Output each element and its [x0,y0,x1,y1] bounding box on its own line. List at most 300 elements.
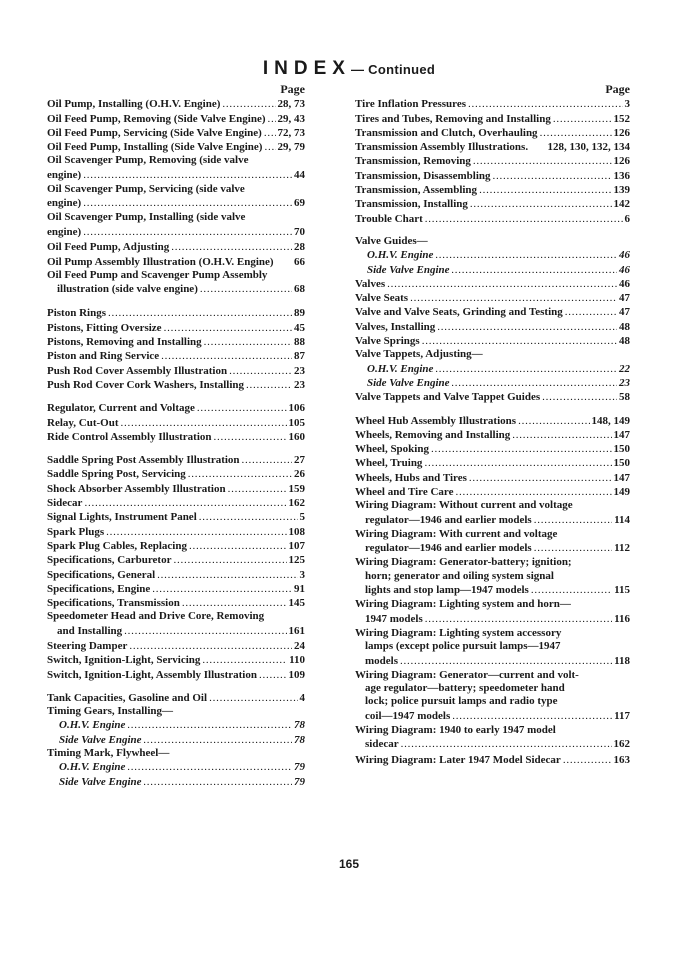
entry-label: Spark Plug Cables, Replacing [47,539,187,552]
index-entry [47,126,305,140]
index-entry [355,140,630,154]
entry-label: Wheel Hub Assembly Illustrations [355,414,517,427]
entry-page: 150 [613,457,630,470]
dot-leader [437,321,617,334]
index-entry [47,582,305,596]
entry-row [355,140,630,154]
dot-leader [259,669,287,682]
entry-label: Tire Inflation Pressures [355,98,467,111]
dot-leader [452,377,617,390]
index-heading: Valve Tappets, Adjusting— [355,348,483,361]
index-entry [47,140,305,154]
entry-page: 45 [294,321,305,334]
entry-page: 58 [619,391,630,404]
index-entry [47,453,305,467]
entry-page: 117 [614,709,630,722]
dot-leader [534,514,612,527]
entry-line: Wiring Diagram: With current and voltage [355,527,558,540]
dot-leader [401,738,612,751]
dot-leader [534,542,612,555]
index-entry [47,430,305,444]
index-entry [355,168,630,182]
entry-page: 23 [619,376,630,389]
entry-page: 162 [613,738,630,751]
entry-row [355,737,630,751]
entry-page: 125 [288,554,305,567]
entry-label: O.H.V. Engine [59,719,126,732]
entry-page: 72, 73 [277,126,305,139]
entry-page: 6 [624,212,630,225]
entry-label: Specifications, Engine [47,582,151,595]
index-entry [47,691,305,705]
dot-leader [200,283,292,296]
index-entry [47,335,305,349]
index-entry [47,240,305,254]
index-entry [47,183,305,211]
dot-leader [268,113,276,126]
entry-page: 147 [613,428,630,441]
entry-row [355,97,630,111]
index-entry [355,556,630,597]
index-entry [47,596,305,610]
entry-page: 139 [613,184,630,197]
entry-label: Saddle Spring Post Assembly Illustration [47,454,240,467]
index-subentry [47,718,305,732]
index-heading: Timing Mark, Flywheel— [47,746,170,759]
entry-label: Push Rod Cover Assembly Illustration [47,364,228,377]
entry-row [355,485,630,499]
entry-line: Oil Scavenger Pump, Removing (side valve [47,154,249,167]
entry-row [355,154,630,168]
index-subentry [355,262,630,276]
dot-leader [171,241,292,254]
entry-row [355,334,630,348]
entry-row [355,126,630,140]
entry-row [47,481,305,495]
entry-page: 47 [619,292,630,305]
dot-leader [204,336,292,349]
index-entry [47,349,305,363]
entry-label: coil—1947 models [365,709,451,722]
entry-row [47,732,305,746]
index-entry [355,413,630,427]
entry-page: 87 [294,350,305,363]
index-entry [47,97,305,111]
entry-page: 88 [294,336,305,349]
entry-row [355,442,630,456]
index-entry [47,510,305,524]
index-entry [47,539,305,553]
entry-label: O.H.V. Engine [367,362,434,375]
page-number: 165 [338,857,360,871]
entry-label: Trouble Chart [355,212,423,225]
entry-line: Wiring Diagram: Generator-battery; ignition; [355,556,572,569]
index-entry [355,499,630,527]
dot-leader [182,597,287,610]
dot-leader [264,141,275,154]
entry-label: lights and stop lamp—1947 models [365,584,529,597]
entry-line: Wiring Diagram: 1940 to early 1947 model [355,723,556,736]
entry-label: models [365,654,398,667]
entry-label: regulator—1946 and earlier models [365,542,532,555]
entry-row [355,541,630,555]
index-entry [355,456,630,470]
index-entry [47,639,305,653]
entry-row [47,718,305,732]
index-entry [355,211,630,225]
index-entry [47,653,305,667]
entry-page: 70 [294,225,305,238]
entry-page: 150 [613,443,630,456]
entry-label: O.H.V. Engine [59,761,126,774]
entry-row [47,306,305,320]
index-entry [355,111,630,125]
index-entry [47,415,305,429]
entry-label: Steering Damper [47,639,128,652]
entry-page: 3 [299,568,305,581]
entry-label: Valve Seats [355,292,409,305]
index-entry [355,197,630,211]
entry-page: 29, 79 [277,141,305,154]
index-entry [355,319,630,333]
index-entry [355,305,630,319]
entry-row [47,496,305,510]
entry-page: 149 [613,486,630,499]
entry-line: Wiring Diagram: Lighting system and horn— [355,598,571,611]
dot-leader [242,454,292,467]
dot-leader [152,583,292,596]
dot-leader [422,335,617,348]
entry-label: Valve Tappets and Valve Tappet Guides [355,391,541,404]
entry-label: Wheel, Spoking [355,443,429,456]
entry-row [47,582,305,596]
entry-label: Valves, Installing [355,320,436,333]
entry-page: 79 [294,761,305,774]
entry-page: 4 [299,691,305,704]
index-entry [355,334,630,348]
entry-row [47,282,305,296]
entry-page: 44 [294,168,305,181]
entry-label: Transmission, Disassembling [355,169,491,182]
dot-leader [84,497,286,510]
dot-leader [469,472,612,485]
entry-page: 115 [614,584,630,597]
dot-leader [83,197,292,210]
entry-line: age regulator—battery; speedometer hand [365,681,565,694]
entry-label: Signal Lights, Instrument Panel [47,511,197,524]
dot-leader [512,429,611,442]
entry-label: Side Valve Engine [59,775,142,788]
entry-label: Piston and Ring Service [47,350,160,363]
section-gap [47,682,305,691]
dot-leader [157,569,297,582]
index-entry [47,154,305,182]
dot-leader [518,415,589,428]
entry-page: 78 [294,719,305,732]
entry-row [47,225,305,239]
section-gap [47,297,305,306]
entry-page: 107 [288,539,305,552]
entry-label: Wheel, Truing [355,457,423,470]
entry-line: Oil Scavenger Pump, Servicing (side valve [47,182,245,195]
entry-page: 23 [294,364,305,377]
index-entry [47,496,305,510]
index-heading: Timing Gears, Installing— [47,704,174,717]
dot-leader [425,213,623,226]
entry-label: Oil Feed Pump, Installing (Side Valve Engine) [47,141,263,154]
entry-row [47,97,305,111]
dot-leader [108,307,292,320]
index-entry [355,627,630,668]
entry-label: Oil Pump, Installing (O.H.V. Engine) [47,98,221,111]
dot-leader [387,278,617,291]
section-gap [355,404,630,413]
dot-leader [127,761,292,774]
index-title: INDEX [262,58,351,79]
entry-label: Side Valve Engine [367,263,450,276]
section-gap [47,444,305,453]
section-gap [355,226,630,235]
dot-leader [209,692,297,705]
index-entry [47,363,305,377]
entry-row [47,349,305,363]
entry-page: 147 [613,471,630,484]
entry-row [47,667,305,681]
index-entry [355,528,630,556]
entry-label: 1947 models [365,612,423,625]
entry-label: O.H.V. Engine [367,249,434,262]
dot-leader [456,486,612,499]
entry-label: Spark Plugs [47,525,105,538]
entry-label: Sidecar [47,497,83,510]
entry-row [355,277,630,291]
dot-leader [189,540,287,553]
dot-leader [121,417,287,430]
entry-label: Side Valve Engine [367,376,450,389]
index-entry [355,291,630,305]
entry-page: 46 [619,263,630,276]
dot-leader [435,249,617,262]
entry-page: 78 [294,733,305,746]
index-entry [47,553,305,567]
index-subentry [47,760,305,774]
entry-page: 22 [619,362,630,375]
entry-row [47,254,305,268]
index-entry [355,669,630,723]
entry-page: 46 [619,277,630,290]
dot-leader [470,198,612,211]
entry-page: 28 [294,241,305,254]
index-subentry [47,732,305,746]
entry-row [355,390,630,404]
entry-row [47,623,305,637]
entry-page: 128, 130, 132, 134 [547,141,630,154]
entry-page: 118 [614,654,630,667]
entry-row [47,378,305,392]
dot-leader [197,402,287,415]
entry-page: 5 [299,511,305,524]
entry-line: Oil Scavenger Pump, Installing (side valve [47,211,246,224]
entry-label: Oil Feed Pump, Servicing (Side Valve Engine) [47,126,262,139]
entry-row [355,319,630,333]
entry-label: Transmission and Clutch, Overhauling [355,126,538,139]
entry-page: 152 [613,112,630,125]
entry-label: Transmission, Assembling [355,184,478,197]
index-entry [47,401,305,415]
entry-row [47,453,305,467]
entry-row [47,760,305,774]
index-entry [47,378,305,392]
entry-row [47,167,305,181]
entry-label: Push Rod Cover Cork Washers, Installing [47,378,245,391]
entry-row [355,211,630,225]
entry-label: Side Valve Engine [59,733,142,746]
entry-row [47,415,305,429]
dot-leader [540,127,612,140]
dot-leader [424,457,611,470]
entry-label: engine) [47,168,82,181]
index-subentry [355,361,630,375]
dot-leader [129,640,292,653]
entry-label: Pistons, Removing and Installing [47,336,202,349]
index-entry [47,269,305,297]
entry-page: 110 [289,654,305,667]
index-heading: Valve Guides— [355,234,428,247]
dot-leader [83,226,292,239]
index-entry [355,724,630,752]
entry-label: Switch, Ignition-Light, Assembly Illustration [47,668,257,681]
dot-leader [246,379,292,392]
index-entry [355,154,630,168]
index-entry [47,111,305,125]
dot-leader [435,363,617,376]
dot-leader [202,654,287,667]
entry-label: Transmission, Installing [355,198,468,211]
entry-row [47,126,305,140]
entry-label: Wiring Diagram: Later 1947 Model Sidecar [355,753,561,766]
entry-page: 109 [288,668,305,681]
index-entry [355,277,630,291]
index-list-left [47,97,305,789]
entry-row [355,376,630,390]
entry-row [47,401,305,415]
index-entry [355,390,630,404]
entry-label: Transmission, Removing [355,155,471,168]
entry-row [355,512,630,526]
entry-page: 106 [288,402,305,415]
dot-leader [452,264,617,277]
index-entry [47,567,305,581]
dot-leader [563,754,612,767]
entry-label: Wheel and Tire Care [355,486,454,499]
dot-leader [161,350,292,363]
page-title [0,58,698,80]
entry-page: 108 [288,525,305,538]
entry-row [47,240,305,254]
index-entry [47,320,305,334]
entry-page: 29, 43 [277,112,305,125]
index-entry [47,254,305,268]
entry-label: Specifications, Transmission [47,597,180,610]
index-entry [47,306,305,320]
index-list-right [355,97,630,767]
entry-page: 136 [613,169,630,182]
entry-line: Wiring Diagram: Generator—current and volt- [355,668,579,681]
entry-page: 126 [613,155,630,168]
dot-leader [229,365,292,378]
dot-leader [106,526,286,539]
entry-row [355,708,630,722]
entry-label: Specifications, Carburetor [47,554,172,567]
dot-leader [83,169,292,182]
entry-line: Speedometer Head and Drive Core, Removing [47,610,265,623]
entry-label: Oil Pump Assembly Illustration (O.H.V. Engine) [47,255,274,268]
index-entry [47,467,305,481]
entry-row [355,168,630,182]
entry-row [355,262,630,276]
dot-leader [144,776,292,789]
page-column-heading-left: Page [280,82,305,96]
dot-leader [173,554,286,567]
entry-row [355,248,630,262]
entry-row [355,653,630,667]
entry-row [355,111,630,125]
entry-page: 105 [288,416,305,429]
section-gap [47,392,305,401]
entry-page: 23 [294,378,305,391]
entry-label: regulator—1946 and earlier models [365,513,532,526]
entry-row [47,653,305,667]
entry-row [47,639,305,653]
entry-page: 27 [294,454,305,467]
entry-page: 91 [294,582,305,595]
entry-label: Valve and Valve Seats, Grinding and Testing [355,306,563,319]
entry-page: 159 [288,482,305,495]
entry-page: 163 [613,753,630,766]
entry-row [355,305,630,319]
index-entry [355,470,630,484]
entry-row [355,361,630,375]
dot-leader [542,391,617,404]
entry-page: 66 [294,255,305,268]
index-entry [355,126,630,140]
dot-leader [222,98,275,111]
entry-row [47,430,305,444]
entry-row [47,510,305,524]
entry-page: 79 [294,775,305,788]
dot-leader [425,613,612,626]
index-entry [355,442,630,456]
dot-leader [264,127,276,140]
entry-page: 68 [294,283,305,296]
dot-leader [553,113,612,126]
index-column-right [355,82,630,767]
dot-leader [400,655,612,668]
entry-label: Wheels, Removing and Installing [355,428,511,441]
entry-page: 160 [288,430,305,443]
entry-row [355,583,630,597]
entry-page: 114 [614,513,630,526]
dot-leader [144,734,292,747]
entry-label: illustration (side valve engine) [57,283,198,296]
entry-page: 69 [294,197,305,210]
entry-page: 145 [288,597,305,610]
entry-page: 162 [288,497,305,510]
entry-row [47,539,305,553]
entry-row [355,428,630,442]
entry-row [47,567,305,581]
dot-leader [452,710,612,723]
